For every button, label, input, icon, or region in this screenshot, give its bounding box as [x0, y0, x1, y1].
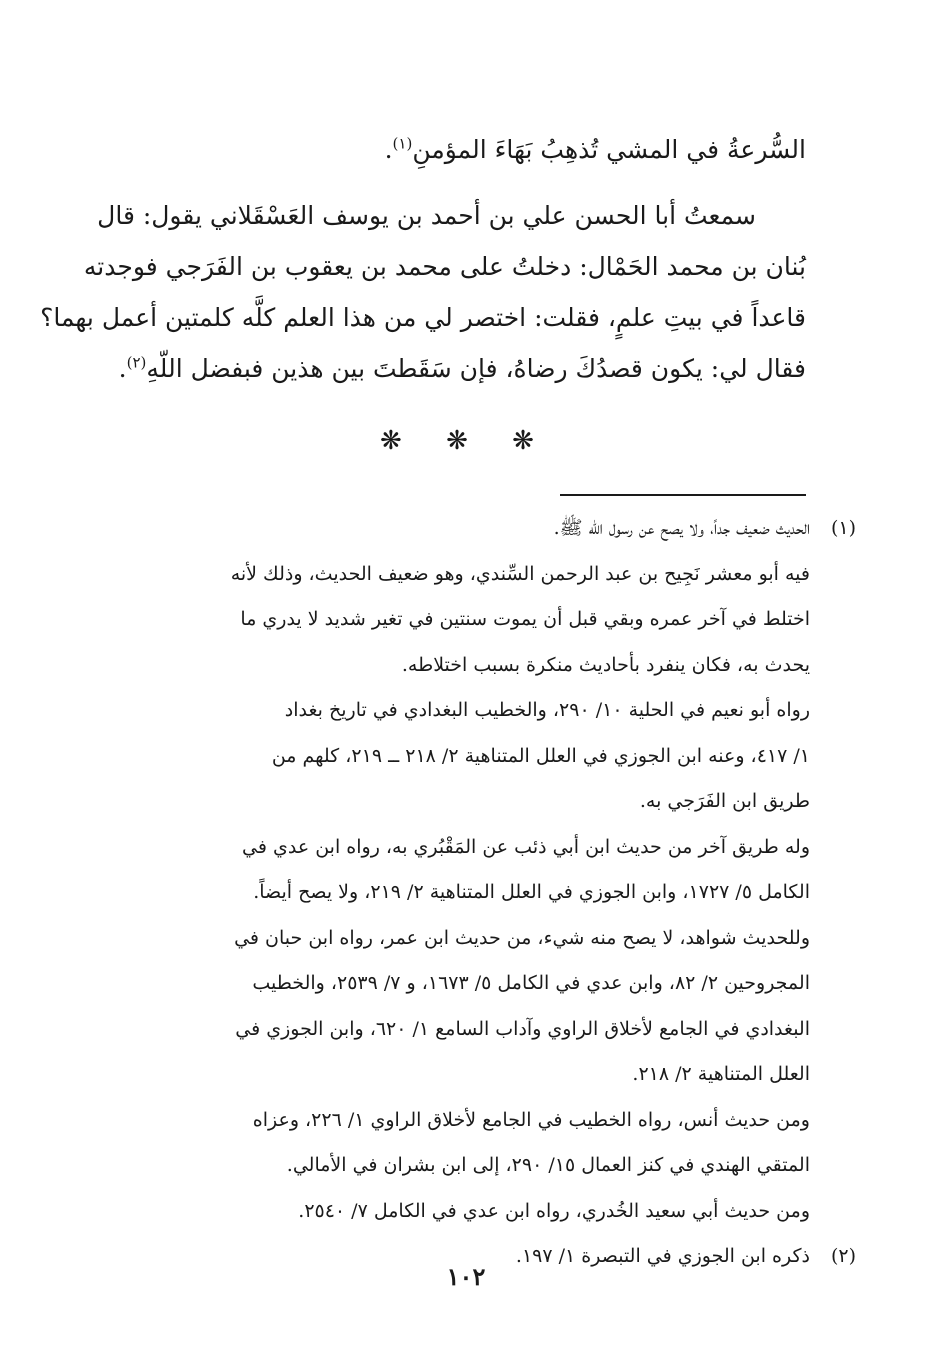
footnote-1-line: المتقي الهندي في كنز العمال ١٥/ ٢٩٠، إلى ابن بشران في الأمالي.	[286, 1154, 810, 1176]
footnote-text: الحديث ضعيف جداً، ولا يصح عن رسول الله ﷺ.	[553, 517, 810, 539]
narration-line: بُنان بن محمد الحَمْال: دخلتُ على محمد بن يعقوب بن الفَرَجي فوجدته	[83, 252, 806, 281]
footnote-1-line: الكامل ٥/ ١٧٢٧، وابن الجوزي في العلل المتناهية ٢/ ٢١٩، ولا يصح أيضاً.	[253, 881, 810, 903]
section-ornament: ❋ ❋ ❋	[380, 426, 552, 456]
opening-end: .	[384, 135, 393, 164]
footnote-1-line: ١/ ٤١٧، وعنه ابن الجوزي في العلل المتناهية ٢/ ٢١٨ ــ ٢١٩، كلهم من	[271, 744, 810, 767]
footnote-marker-2: (٢)	[830, 1245, 856, 1267]
narration-line: قاعداً في بيتِ علمٍ، فقلت: اختصر لي من هذا العلم كلَّه كلمتين أعمل بهما؟	[40, 303, 806, 332]
narration-last-text: فقال لي: يكون قصدُكَ رضاهُ، فإن سَقَطتَ بين هذين فبفضل اللّهِ	[146, 354, 806, 383]
footnote-text: ذكره ابن الجوزي في التبصرة ١/ ١٩٧.	[515, 1245, 810, 1267]
footnote-ref-1[interactable]: (١)	[392, 134, 413, 153]
footnote-separator	[560, 494, 806, 496]
opening-line	[80, 124, 806, 175]
footnote-1-line: اختلط في آخر عمره وبقي قبل أن يموت سنتين في تغير شديد لا يدري ما	[240, 608, 810, 630]
narration-line: سمعتُ أبا الحسن علي بن أحمد بن يوسف العَسْقَلاني يقول: قال	[97, 201, 756, 230]
opening-saying	[80, 124, 806, 175]
footnote-1-line: طريق ابن الفَرَجي به.	[639, 790, 810, 812]
footnote-1-line: وله طريق آخر من حديث ابن أبي ذئب عن المَقْبُري به، رواه ابن عدي في	[242, 835, 810, 858]
footnote-marker-1: (١)	[830, 517, 856, 539]
narration-paragraph	[40, 190, 806, 394]
footnote-1-line: ومن حديث أبي سعيد الخُدري، رواه ابن عدي في الكامل ٧/ ٢٥٤٠.	[298, 1199, 810, 1222]
footnote-1-line: فيه أبو معشر نَجِيح بن عبد الرحمن السِّندي، وهو ضعيف الحديث، وذلك لأنه	[230, 562, 810, 585]
footnote-1-line: العلل المتناهية ٢/ ٢١٨.	[632, 1063, 810, 1085]
footnote-1-line: وللحديث شواهد، لا يصح منه شيء، من حديث ابن عمر، رواه ابن حبان في	[234, 926, 810, 949]
page-number: ١٠٢	[446, 1262, 486, 1291]
narration-end: .	[118, 354, 127, 383]
footnotes	[80, 506, 856, 1280]
footnote-1-line: البغدادي في الجامع لأخلاق الراوي وآداب السامع ١/ ٦٢٠، وابن الجوزي في	[235, 1017, 810, 1040]
footnote-ref-2[interactable]: (٢)	[126, 353, 147, 372]
footnote-1-line: يحدث به، فكان ينفرد بأحاديث منكرة بسبب اختلاطه.	[401, 653, 810, 676]
footnote-1-line: رواه أبو نعيم في الحلية ١٠/ ٢٩٠، والخطيب البغدادي في تاريخ بغداد	[284, 699, 810, 721]
opening-text: السُّرعةُ في المشي تُذهِبُ بَهَاءَ المؤمنِ	[412, 135, 806, 164]
footnote-1-line	[80, 506, 856, 552]
narration-line	[80, 343, 806, 394]
footnote-1-line: ومن حديث أنس، رواه الخطيب في الجامع لأخلاق الراوي ١/ ٢٢٦، وعزاه	[252, 1108, 810, 1131]
footnote-1-line: المجروحين ٢/ ٨٢، وابن عدي في الكامل ٥/ ١٦٧٣، و ٧/ ٢٥٣٩، والخطيب	[252, 972, 810, 994]
